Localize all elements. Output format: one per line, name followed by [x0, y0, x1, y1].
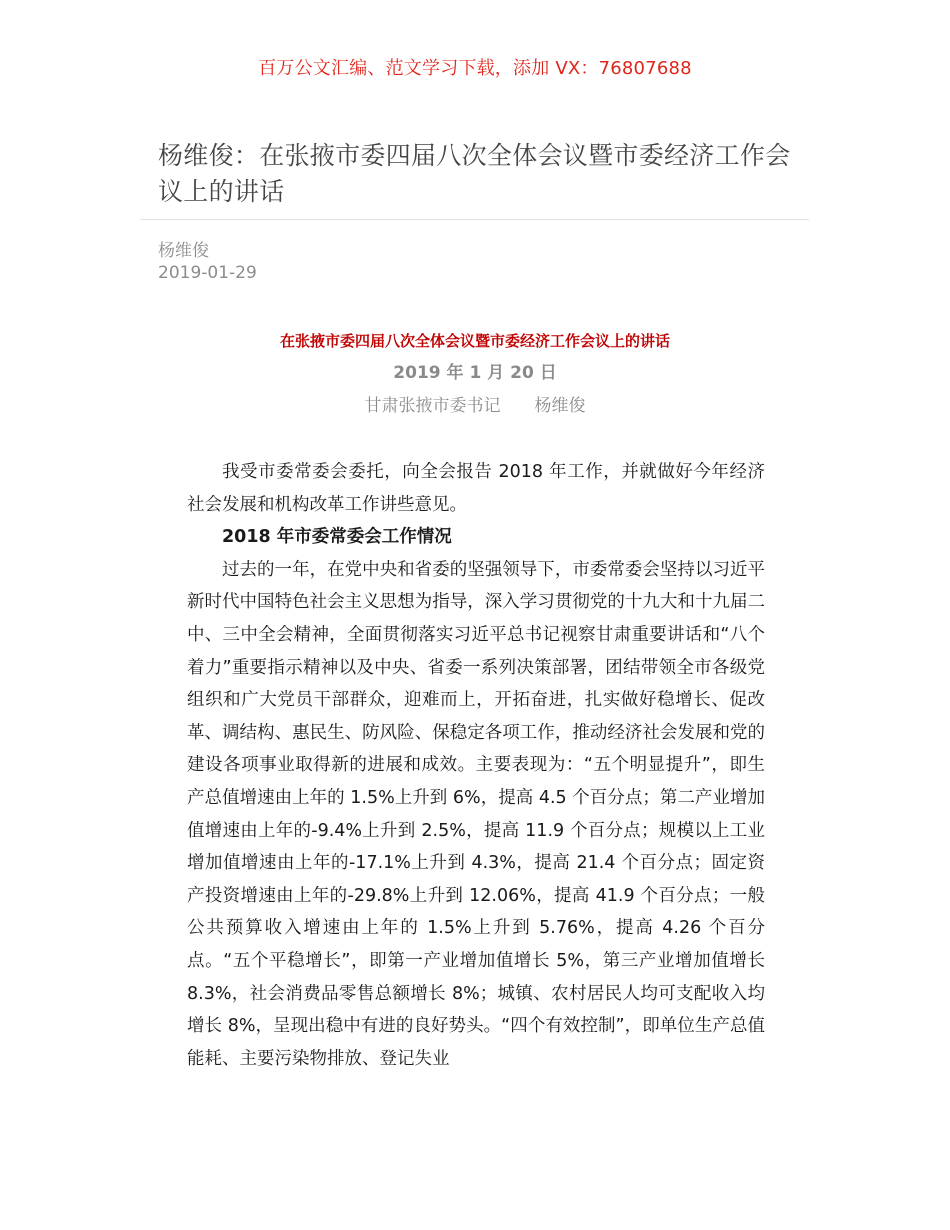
document-date: 2019 年 1 月 20 日 — [393, 363, 557, 383]
article-meta — [158, 240, 257, 284]
document-body — [187, 456, 765, 1075]
byline-name: 杨维俊 — [534, 396, 586, 416]
section-heading: 2018 年市委常委会工作情况 — [222, 527, 452, 548]
article-date: 2019-01-29 — [158, 263, 257, 283]
byline-role: 甘肃张掖市委书记 — [364, 396, 501, 416]
promo-banner: 百万公文汇编、范文学习下载，添加 VX：76807688 — [258, 58, 692, 79]
document-byline — [0, 394, 950, 418]
article-author: 杨维俊 — [158, 241, 209, 261]
title-divider — [140, 219, 809, 220]
article-title: 杨维俊：在张掖市委四届八次全体会议暨市委经济工作会议上的讲话 — [158, 141, 791, 206]
intro-paragraph: 我受市委常委会委托，向全会报告 2018 年工作，并就做好今年经济社会发展和机构改革工作讲些意见。 — [187, 462, 765, 515]
document-heading: 在张掖市委四届八次全体会议暨市委经济工作会议上的讲话 — [279, 332, 670, 350]
section-paragraph: 过去的一年，在党中央和省委的坚强领导下，市委常委会坚持以习近平新时代中国特色社会主义思想为指导，深入学习贯彻党的十九大和十九届二中、三中全会精神，全面贯彻落实习近平总书记视察甘肃重要讲话和“八个着力”重要指示精神以及中央、省委一系列决策部署，团结带领全市各级党组织和广大党员干部群众，迎难而上，开拓奋进，扎实做好稳增长、促改革、调结构、惠民生、防风险、保稳定各项工作，推动经济社会发展和党的建设各项事业取得新的进展和成效。主要表现为：“五个明显提升”，即生产总值增速由上年的 1.5%上升到 6%，提高 4.5 个百分点；第二产业增加值增速由上年的-9.4%上升到 2.5%，提高 11.9 个百分点；规模以上工业增加值增速由上年的-17.1%上升到 4.3%，提高 21.4 个百分点；固定资产投资增速由上年的-29.8%上升到 12.06%，提高 41.9 个百分点；一般公共预算收入增速由上年的 1.5%上升到 5.76%，提高 4.26 个百分点。“五个平稳增长”，即第一产业增加值增长 5%，第三产业增加值增长 8.3%，社会消费品零售总额增长 8%；城镇、农村居民人均可支配收入均增长 8%，呈现出稳中有进的良好势头。“四个有效控制”，即单位生产总值能耗、主要污染物排放、登记失业 — [187, 559, 765, 1069]
